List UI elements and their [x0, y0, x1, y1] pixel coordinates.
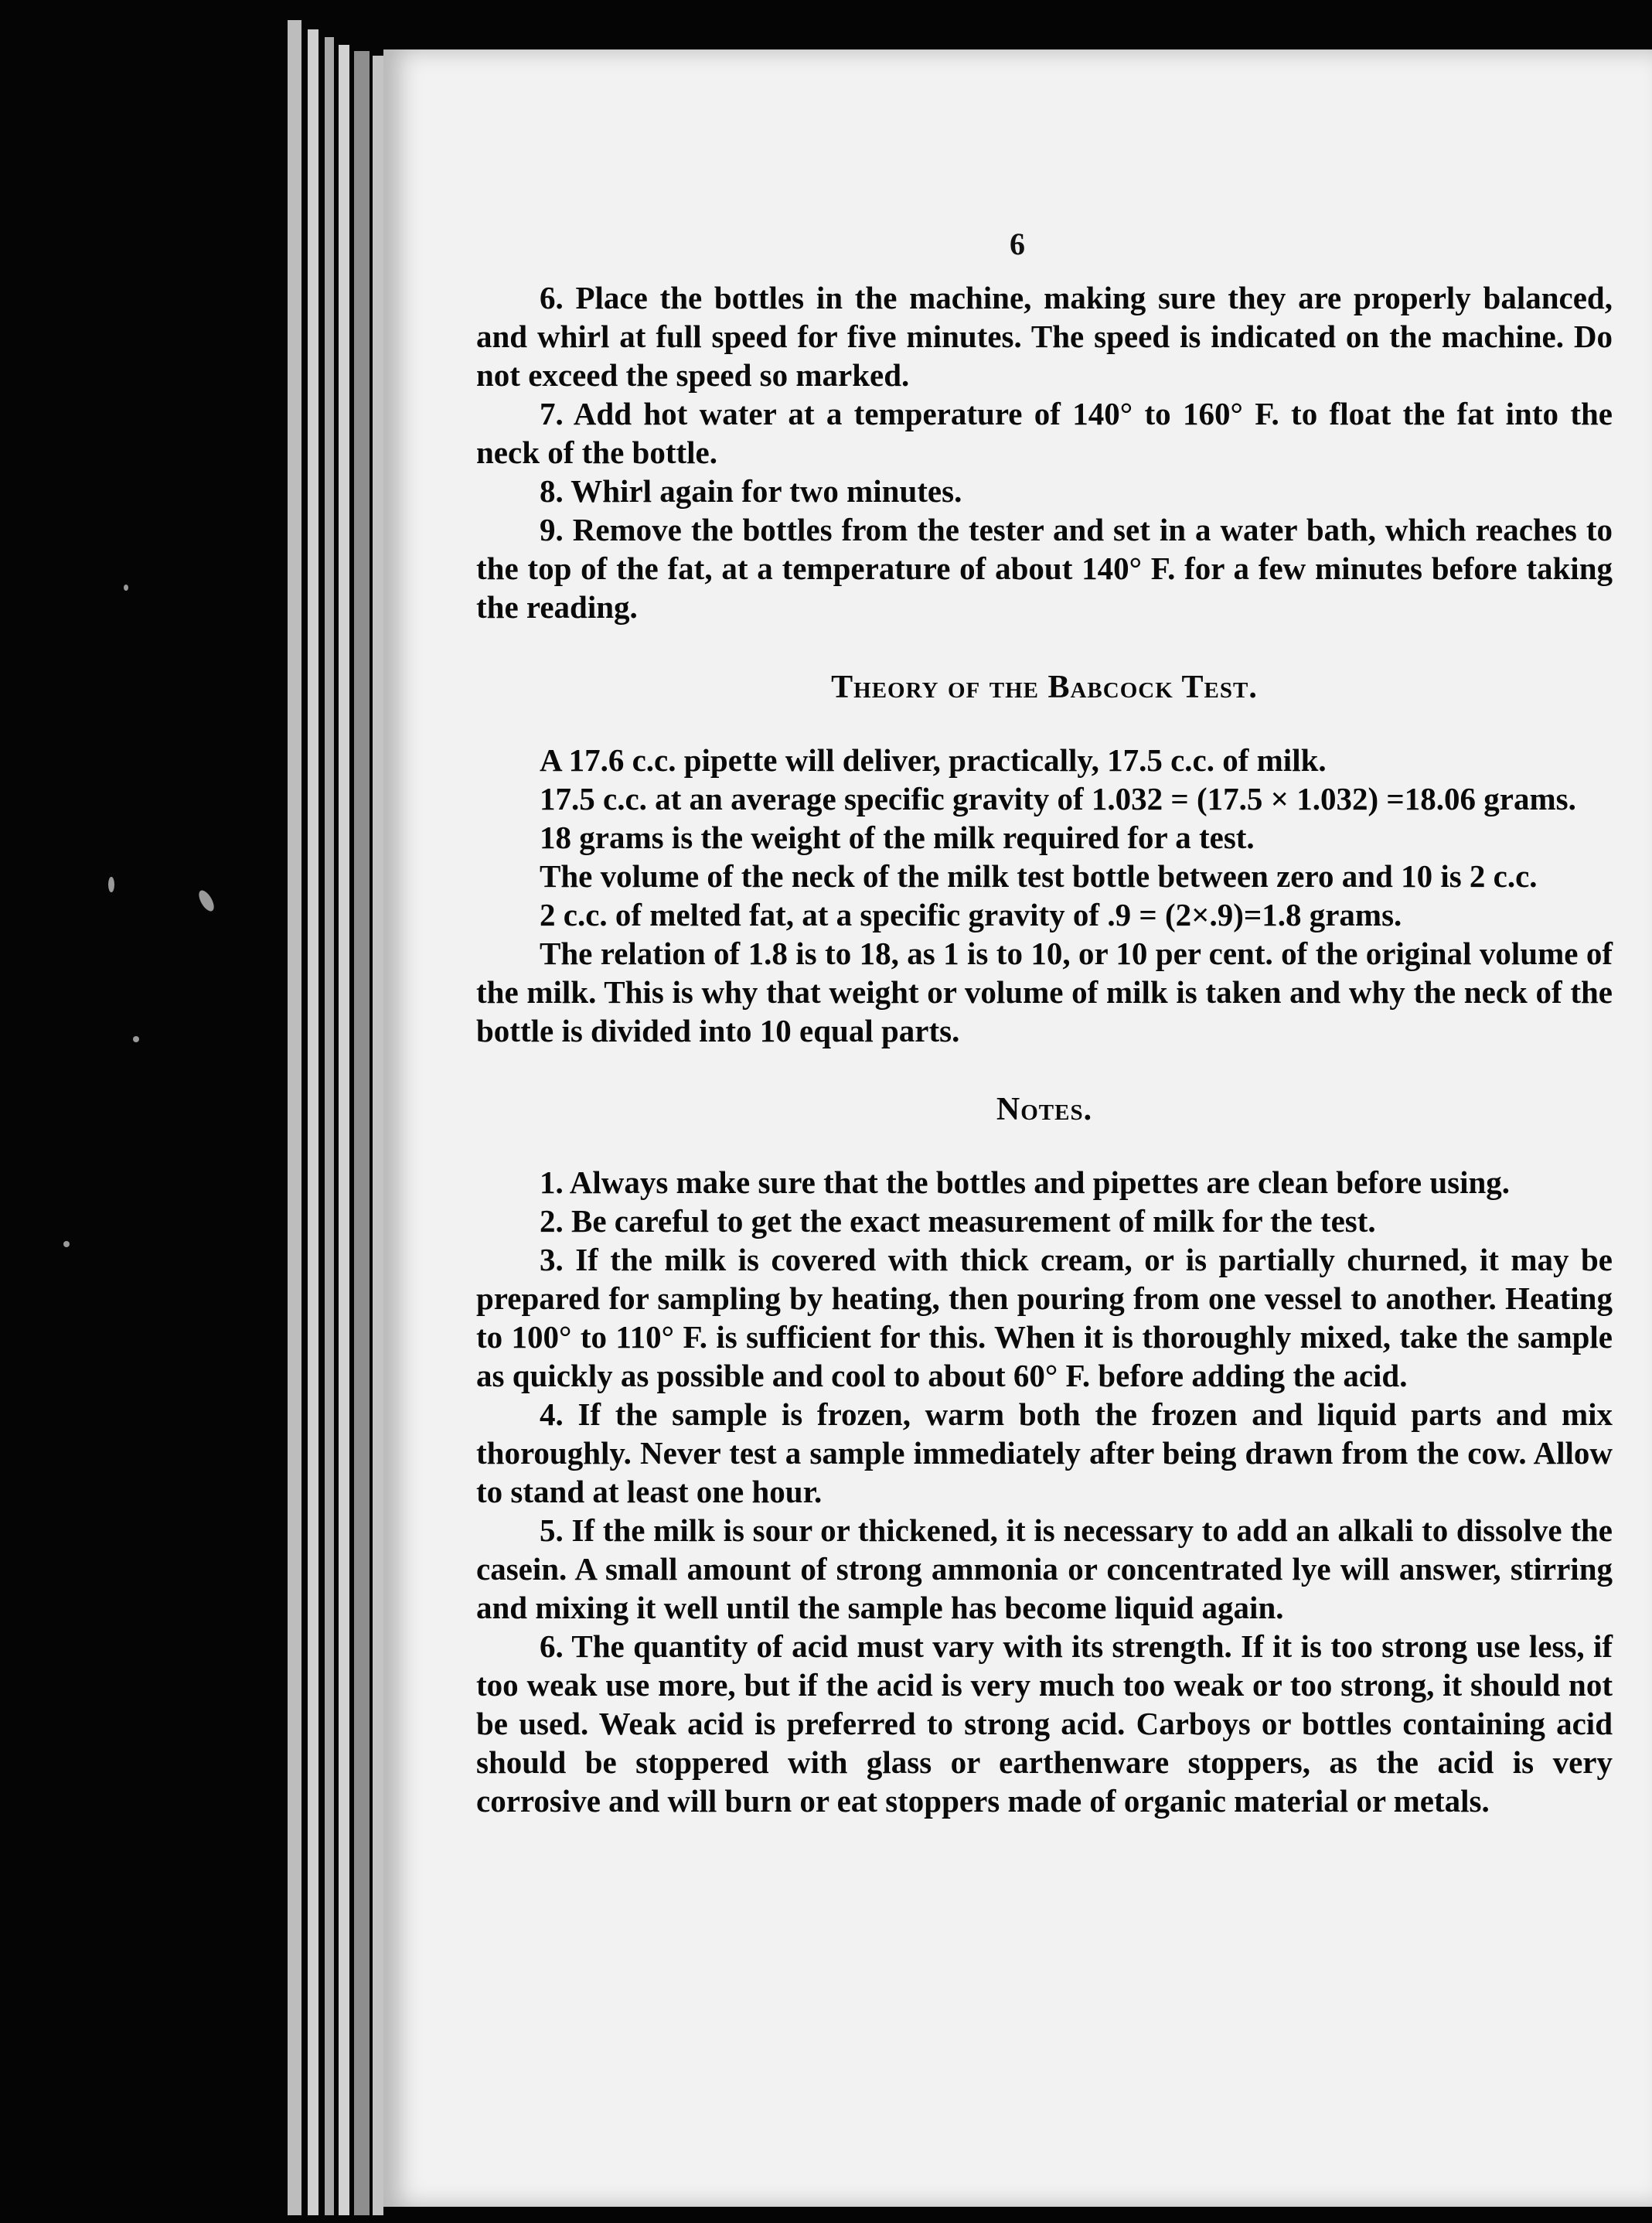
theory-paragraph: The relation of 1.8 is to 18, as 1 is to 10, or 10 per cent. of the original volume of the milk. This is why that weight or volume of milk is taken and why the neck of the bottle is divided into 10 equal parts.	[476, 936, 1613, 1048]
page-edge	[339, 45, 349, 2215]
step-7: 7. Add hot water at a temperature of 140° to 160° F. to float the fat into the neck of the bottle.	[476, 396, 1613, 470]
step-8: 8. Whirl again for two minutes.	[540, 473, 962, 509]
page-edge	[373, 56, 383, 2215]
page-edge	[354, 51, 370, 2215]
page-edge	[288, 20, 301, 2215]
theory-paragraph: 17.5 c.c. at an average specific gravity of 1.032 = (17.5 × 1.032) =18.06 grams.	[540, 781, 1576, 817]
page-edge	[308, 29, 318, 2215]
page-number: 6	[1010, 227, 1025, 261]
page-edge	[325, 37, 334, 2215]
note-item: 5. If the milk is sour or thickened, it is necessary to add an alkali to dissolve the casein. A small amount of strong ammonia or concentrated lye will answer, stirring and mixing it well until the sample has become liquid again.	[476, 1512, 1613, 1625]
note-item: 4. If the sample is frozen, warm both the frozen and liquid parts and mix thoroughly. Never test a sample immediately after being drawn from the cow. Allow to stand at least one hour.	[476, 1396, 1613, 1509]
note-item: 1. Always make sure that the bottles and pipettes are clean before using.	[540, 1164, 1511, 1200]
note-item: 6. The quantity of acid must vary with its strength. If it is too strong use less, if too weak use more, but if the acid is very much too weak or too strong, it should not be used. Weak acid is preferred to strong acid. Carboys or bottles containing acid should be stoppered with glass or earthenware stoppers, as the acid is very corrosive and will burn or eat stoppers made of organic material or metals.	[476, 1628, 1613, 1819]
theory-paragraph: A 17.6 c.c. pipette will deliver, practically, 17.5 c.c. of milk.	[540, 742, 1327, 778]
theory-paragraph: 18 grams is the weight of the milk required for a test.	[540, 820, 1255, 855]
note-item: 2. Be careful to get the exact measurement of milk for the test.	[540, 1203, 1376, 1239]
page-text	[476, 278, 1613, 1820]
scan-speck	[124, 585, 128, 591]
notes-heading: Notes.	[996, 1092, 1093, 1127]
scan-speck	[133, 1036, 139, 1042]
note-item: 3. If the milk is covered with thick cream, or is partially churned, it may be prepared for sampling by heating, then pouring from one vessel to another. Heating to 100° to 110° F. is sufficient for this. When it is thoroughly mixed, take the sample as quickly as possible and cool to about 60° F. before adding the acid.	[476, 1242, 1613, 1393]
scan-speck	[63, 1241, 70, 1247]
theory-paragraph: 2 c.c. of melted fat, at a specific gravity of .9 = (2×.9)=1.8 grams.	[540, 897, 1402, 933]
step-6: 6. Place the bottles in the machine, making sure they are properly balanced, and whirl at full speed for five minutes. The speed is indicated on the machine. Do not exceed the speed so marked.	[476, 280, 1613, 393]
step-9: 9. Remove the bottles from the tester and set in a water bath, which reaches to the top of the fat, at a temperature of about 140° F. for a few minutes before taking the reading.	[476, 512, 1613, 625]
theory-heading: Theory of the Babcock Test.	[831, 670, 1258, 705]
theory-paragraph: The volume of the neck of the milk test bottle between zero and 10 is 2 c.c.	[540, 858, 1538, 894]
book-page	[383, 49, 1652, 2207]
scan-speck	[108, 877, 114, 892]
